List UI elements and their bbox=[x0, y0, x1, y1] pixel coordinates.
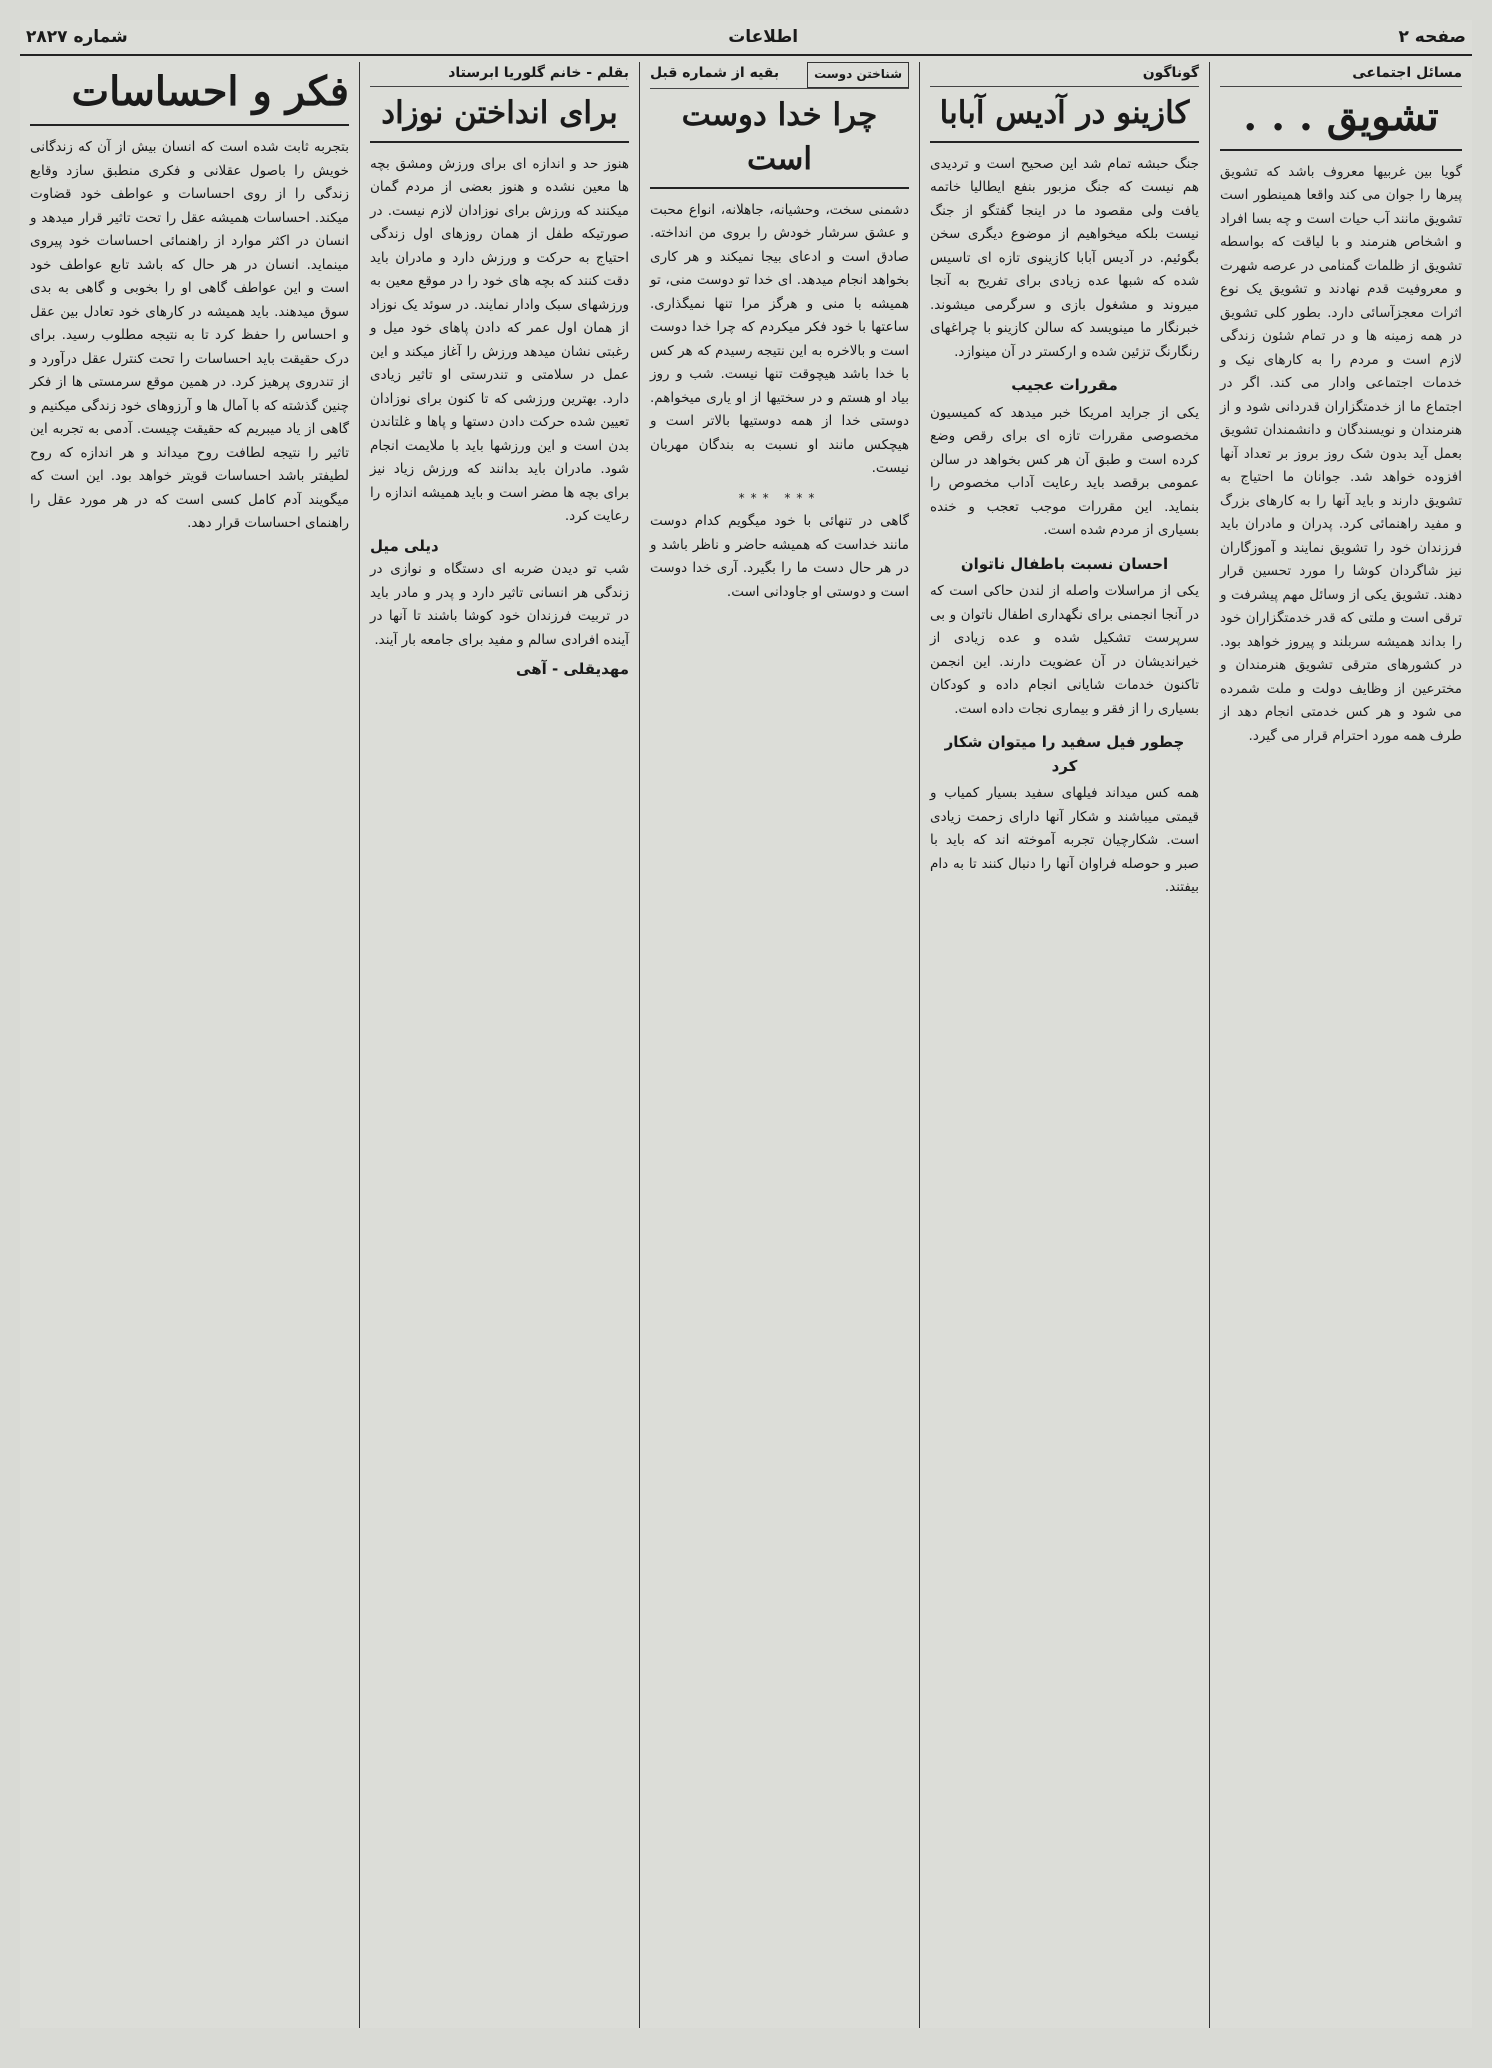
subheading: چطور فیل سفید را میتوان شکار کرد bbox=[944, 733, 1185, 775]
column-casino bbox=[920, 62, 1210, 2028]
section-kicker: بقلم - خانم گلوریا ابرستاد bbox=[370, 62, 629, 87]
page-number: صفحه ۲ bbox=[1398, 27, 1466, 47]
section-kicker: شناختن دوست بقیه از شماره قبل bbox=[650, 62, 909, 89]
column-tashvigh bbox=[1210, 62, 1472, 2028]
masthead bbox=[20, 20, 1472, 56]
section-kicker: مسائل اجتماعی bbox=[1220, 62, 1462, 87]
newspaper-page bbox=[20, 20, 1472, 2028]
article-body: دشمنی سخت، وحشیانه، جاهلانه، انواع محبت و عشق سرشار خودش را بروی من انداخته. صادق است و ادعای بیجا نمیکند و هر کاری بخواهد انجام میدهد. ای خدا تو دوست منی، تو همیشه با منی و هرگز مرا تنها نمیگذاری. ساعتها با خود فکر میکردم که چرا خدا دوست است و بالاخره به این نتیجه رسیدم که هر کس با خدا باشد هیچوقت تنها نیست. شب و روز بیاد او هستم و در سختیها از او یاری میخواهم. دوستی خدا از همه دوستیها بالاتر است و هیچکس مانند او نسبت به بندگان مهربان نیست. bbox=[650, 201, 909, 476]
article-body: همه کس میداند فیلهای سفید بسیار کمیاب و قیمتی میباشند و شکار آنها دارای زحمت زیادی است. شکارچیان تجربه آموخته اند که باید با صبر و حوصله فراوان آنها را دنبال کنند تا به دام بیفتند. bbox=[930, 785, 1199, 895]
section-kicker: گوناگون bbox=[930, 62, 1199, 87]
article-body: یکی از مراسلات واصله از لندن حاکی است که در آنجا انجمنی برای نگهداری اطفال ناتوان و بی سرپرست تشکیل شده و عده زیادی از خیراندیشان در آن عضویت دارند. این انجمن تاکنون خدمات شایانی انجام داده و کودکان بسیاری را از فقر و بیماری نجات داده است. bbox=[930, 583, 1199, 717]
article-body: گاهی در تنهائی با خود میگویم کدام دوست مانند خداست که همیشه حاضر و ناظر باشد و در هر حال دست ما را بگیرد. آری خدا دوست است و دوستی او جاودانی است. bbox=[650, 513, 909, 600]
article-author: مهدیقلی - آهی bbox=[516, 660, 629, 678]
article-body: هنوز حد و اندازه ای برای ورزش ومشق بچه ها معین نشده و هنوز بعضی از مردم گمان میکنند که ورزش برای نوزادان لازم نیست. در صورتیکه طفل از همان روزهای اول زندگی احتیاج به حرکت و ورزش دارد و مادران باید دقت کنند که بچه های خود را در موقع معین به ورزشهای سبک وادار نمایند. در سوئد یک نوزاد از همان اول عمر که دادن پاهای خود میل و رغبتی نشان میدهد ورزش را آغاز میکند و این عمل در سلامتی و تندرستی او تاثیر زیادی دارد. بهترین ورزشی که تا کنون برای نوزادان تعیین شده حرکت دادن دستها و پاها و غلتاندن بدن است و این ورزشها باید با ملایمت انجام شود. مادران باید بدانند که ورزش زیاد نیز برای بچه ها مضر است و باید همیشه اندازه را رعایت کرد. bbox=[370, 155, 629, 524]
article-body: یکی از جراید امریکا خبر میدهد که کمیسیون مخصوصی مقررات تازه ای برای رقص وضع کرده است و طبق آن هر کس بخواهد در سالن عمومی برقصد باید رعایت آداب مخصوص را بنماید. این مقررات موجب تعجب و خنده بسیاری از مردم شده است. bbox=[930, 404, 1199, 538]
article-title: تشویق . . . bbox=[1220, 91, 1462, 151]
subheading: احسان نسبت باطفال ناتوان bbox=[960, 554, 1169, 573]
article-body: گویا بین غربیها معروف باشد که تشویق پیرها را جوان می کند واقعا همینطور است تشویق مانند آب حیات است و چه بسا افراد و اشخاص هنرمند و با لیاقت که بواسطه تشویق از ظلمات گمنامی در عرصه شهرت و معروفیت قدم نهادند و تشویق یک نوع اثرات معجزآسائی دارد. بطور کلی تشویق در همه زمینه ها و در تمام شئون زندگی لازم است و مردم را به کارهای نیک و خدمات اجتماعی وادار می کند. اگر در اجتماع ما از خدمتگزاران قدردانی شود و از هنرمندان و نویسندگان و دانشمندان تشویق بعمل آید بدون شک روز بروز بر تعداد آنها افزوده خواهد شد. جوانان ما احتیاج به تشویق دارند و باید آنها را به کارهای بزرگ و مفید راهنمائی کرد. پدران و مادران باید فرزندان خود را تشویق نمایند و آموزگاران نیز شاگردان کوشا را مورد تحسین قرار دهند. تشویق یکی از وسائل مهم پیشرفت و ترقی است و ملتی که قدر خدمتگزاران خود را بداند همیشه سربلند و پیروز خواهد بود. در کشورهای مترقی تشویق هنرمندان و مخترعین از وظایف دولت و ملت شمرده می شود و هر کس خدمتی انجام دهد از طرف همه مورد احترام قرار می گیرد. bbox=[1220, 163, 1462, 744]
issue-number: شماره ۲۸۲۷ bbox=[26, 27, 128, 47]
article-body: بتجربه ثابت شده است که انسان بیش از آن که زندگانی خویش را باصول عقلانی و فکری منطبق سازد وقایع زندگی را از روی احساسات و عواطف خود قضاوت میکند. احساسات همیشه عقل را تحت تاثیر قرار میدهد و انسان در اکثر موارد از راهنمائی احساسات خود پیروی مینماید. انسان در هر حال که باشد تابع عواطف خود است و این عواطف گاهی او را بخوبی و گاهی به بدی سوق میدهند. باید همیشه در کارهای خود تعادل بین عقل و احساس را حفظ کرد تا به نتیجه مطلوب رسید. برای درک حقیقت باید احساسات را تحت کنترل عقل درآورد و از تندروی پرهیز کرد. در همین موقع سرمستی ها از فکر چنین گذشته که با آمال ها و آرزوهای خود زندگی میکنیم و گاهی از یاد میبریم که حقیقت چیست. آدمی به تجربه این تاثیر را نتیجه لطافت روح میداند و هر اندازه که روح لطیفتر باشد احساسات قویتر خواهد بود. این است که میگویند آدم کامل کسی است که در هر مورد عقل را راهنمای احساسات قرار دهد. bbox=[30, 139, 349, 531]
column-newborn bbox=[360, 62, 640, 2028]
newspaper-name: اطلاعات bbox=[728, 27, 799, 47]
column-god-friend bbox=[640, 62, 920, 2028]
article-title: چرا خدا دوست است bbox=[650, 93, 909, 189]
section-label: شناختن دوست bbox=[807, 62, 909, 88]
subheading: مقررات عجیب bbox=[1011, 376, 1118, 394]
article-body: شب تو دیدن ضربه ای دستگاه و نوازی در زندگی هر انسانی تاثیر دارد و پدر و مادر باید در تربیت فرزندان خود کوشا باشند تا آنها در آینده افرادی سالم و مفید برای جامعه بار آیند. bbox=[370, 561, 629, 648]
columns bbox=[20, 62, 1472, 2028]
column-thought-feelings bbox=[20, 62, 360, 2028]
article-title: کازینو در آدیس آبابا bbox=[930, 91, 1199, 143]
article-source: دیلی میل bbox=[370, 536, 439, 555]
separator: *** *** bbox=[738, 490, 821, 505]
article-title: برای انداختن نوزاد bbox=[370, 91, 629, 143]
article-body: جنگ حبشه تمام شد این صحیح است و تردیدی هم نیست که جنگ مزبور بنفع ایطالیا خاتمه یافت ولی مقصود ما در اینجا گفتگو از جنگ نیست بلکه میخواهیم از موضوع دیگری سخن بگوئیم. در آدیس آبابا کازینوی تازه ای تاسیس شده که شبها عده زیادی برای تفریح به آنجا میروند و مشغول بازی و سرگرمی میشوند. خبرنگار ما مینویسد که سالن کازینو با چراغهای رنگارنگ تزئین شده و ارکستر در آن مینوازد. bbox=[930, 155, 1199, 360]
article-title: فکر و احساسات bbox=[30, 66, 349, 126]
